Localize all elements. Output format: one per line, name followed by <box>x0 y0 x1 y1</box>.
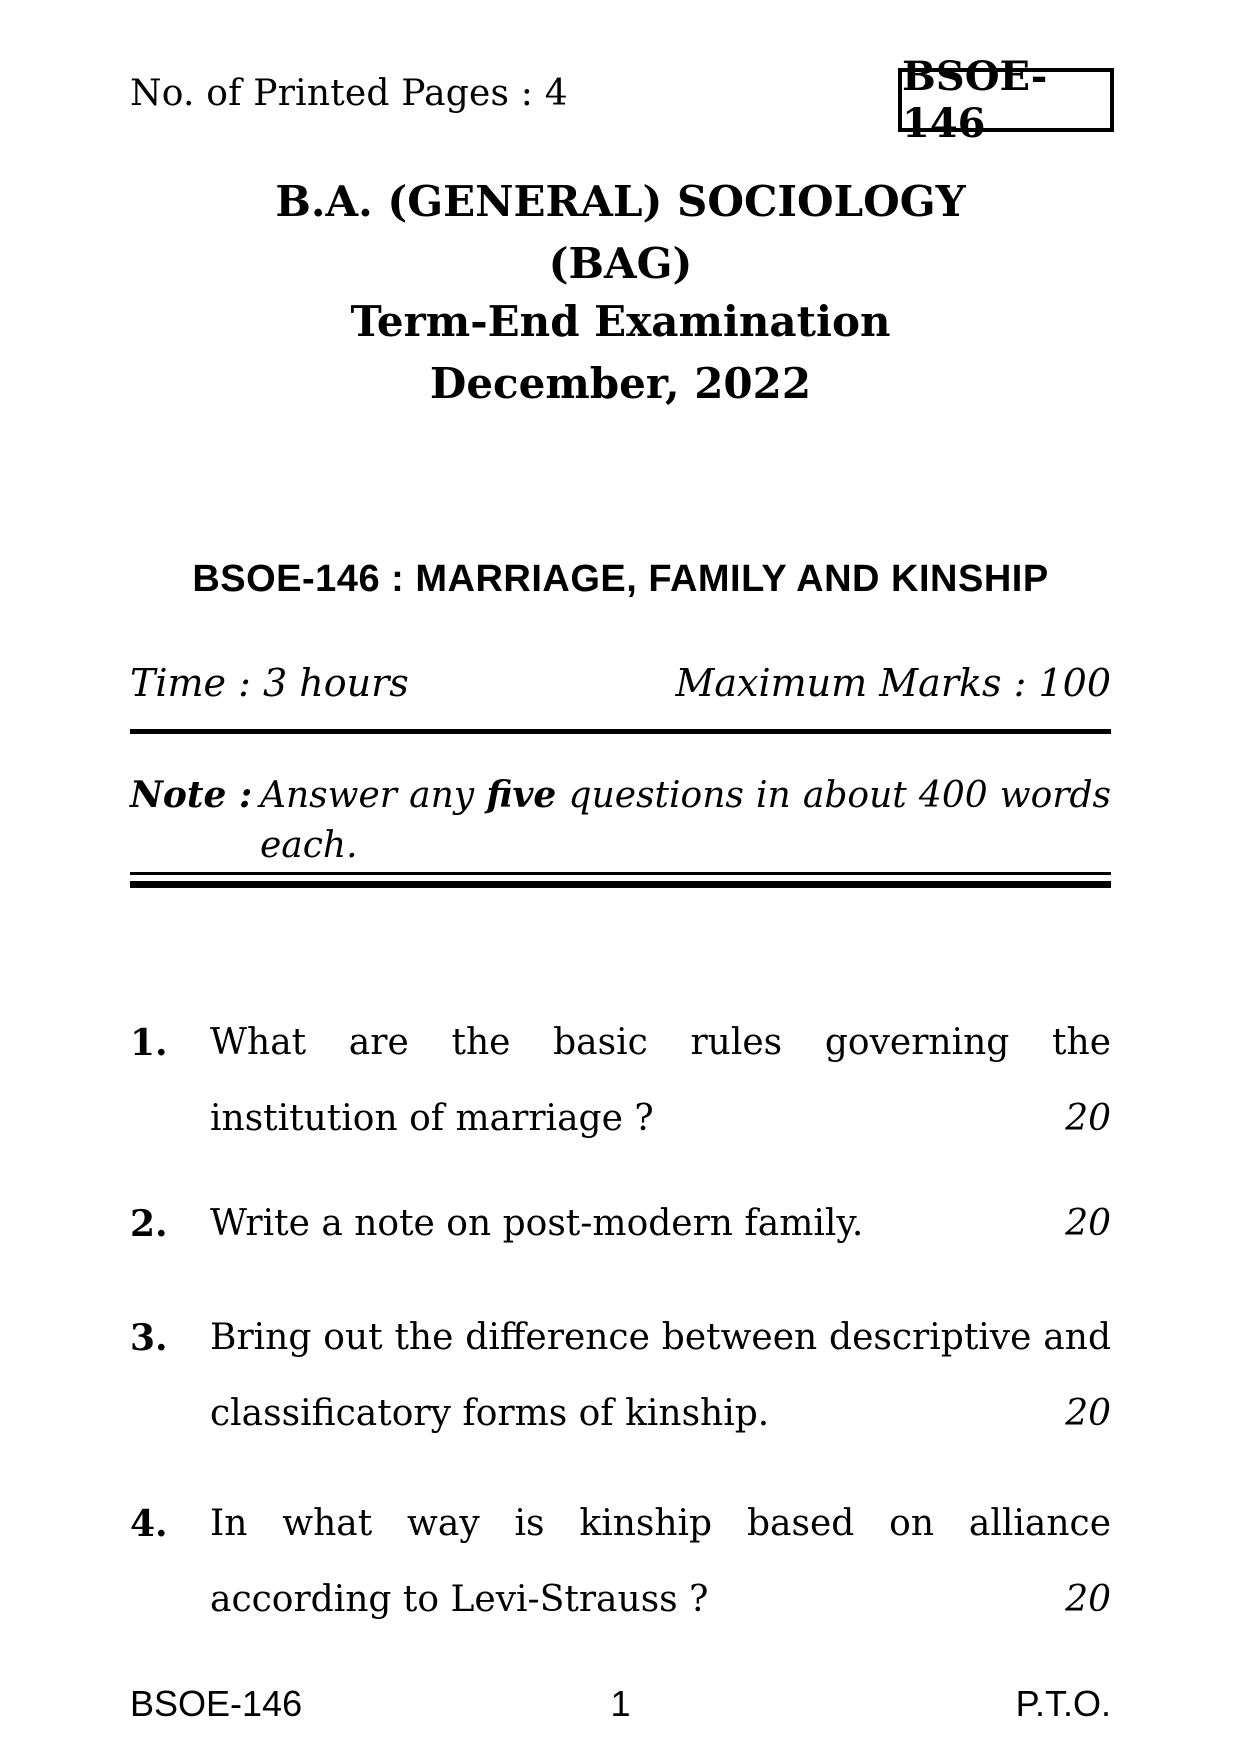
question-3-line-2: classificatory forms of kinship. <box>210 1393 770 1434</box>
program-title: B.A. (GENERAL) SOCIOLOGY <box>275 177 966 226</box>
question-1 <box>130 1005 1111 1157</box>
question-2-number: 2. <box>130 1203 168 1245</box>
note-line1-pre: Answer any <box>260 775 475 816</box>
printed-pages-label: No. of Printed Pages : 4 <box>130 73 568 114</box>
question-3-number: 3. <box>130 1317 168 1359</box>
question-1-line-2: institution of marriage ? <box>210 1098 654 1139</box>
question-2-line-1: Write a note on post-modern family. <box>210 1203 864 1244</box>
question-4-marks: 20 <box>1065 1579 1111 1620</box>
time-allowed: Time : 3 hours <box>130 661 409 705</box>
question-1-number: 1. <box>130 1022 168 1064</box>
question-1-line-1: What are the basic rules governing the <box>210 1022 1111 1063</box>
note-line1-emphasis: five <box>486 774 557 816</box>
question-2 <box>130 1186 1111 1262</box>
question-1-marks: 20 <box>1065 1098 1111 1139</box>
question-3-line-1: Bring out the difference between descriptive and <box>210 1317 1111 1358</box>
maximum-marks: Maximum Marks : 100 <box>675 661 1111 705</box>
note-body <box>260 770 1111 871</box>
question-4-number: 4. <box>130 1503 168 1545</box>
paper-code-box <box>898 53 1114 147</box>
program-code: (BAG) <box>548 239 693 288</box>
question-1-text <box>210 1005 1111 1157</box>
question-3 <box>130 1300 1111 1452</box>
note-block <box>130 770 1111 871</box>
footer-page-number: 1 <box>610 1683 631 1724</box>
course-title: BSOE-146 : MARRIAGE, FAMILY AND KINSHIP <box>192 558 1049 600</box>
note-label: Note : <box>130 774 253 816</box>
question-4 <box>130 1486 1111 1638</box>
footer-paper-code: BSOE-146 <box>130 1683 303 1724</box>
question-2-marks: 20 <box>1065 1203 1111 1244</box>
question-3-text <box>210 1300 1111 1452</box>
note-line1-post: questions in about 400 words <box>568 775 1112 816</box>
exam-title: Term-End Examination <box>350 297 891 346</box>
page-footer <box>130 1683 1111 1724</box>
divider-rule <box>130 729 1111 734</box>
exam-session: December, 2022 <box>429 359 812 408</box>
note-line-1 <box>260 770 1111 821</box>
question-3-marks: 20 <box>1065 1393 1111 1434</box>
double-divider-rule <box>130 872 1111 888</box>
meta-row <box>130 661 1111 705</box>
question-4-line-1: In what way is kinship based on alliance <box>210 1503 1111 1544</box>
paper-code: BSOE-146 <box>902 53 1048 147</box>
footer-pto: P.T.O. <box>1015 1683 1111 1724</box>
question-2-text <box>210 1186 1111 1262</box>
note-line-2: each. <box>260 825 358 866</box>
question-4-text <box>210 1486 1111 1638</box>
question-4-line-2: according to Levi-Strauss ? <box>210 1579 709 1620</box>
